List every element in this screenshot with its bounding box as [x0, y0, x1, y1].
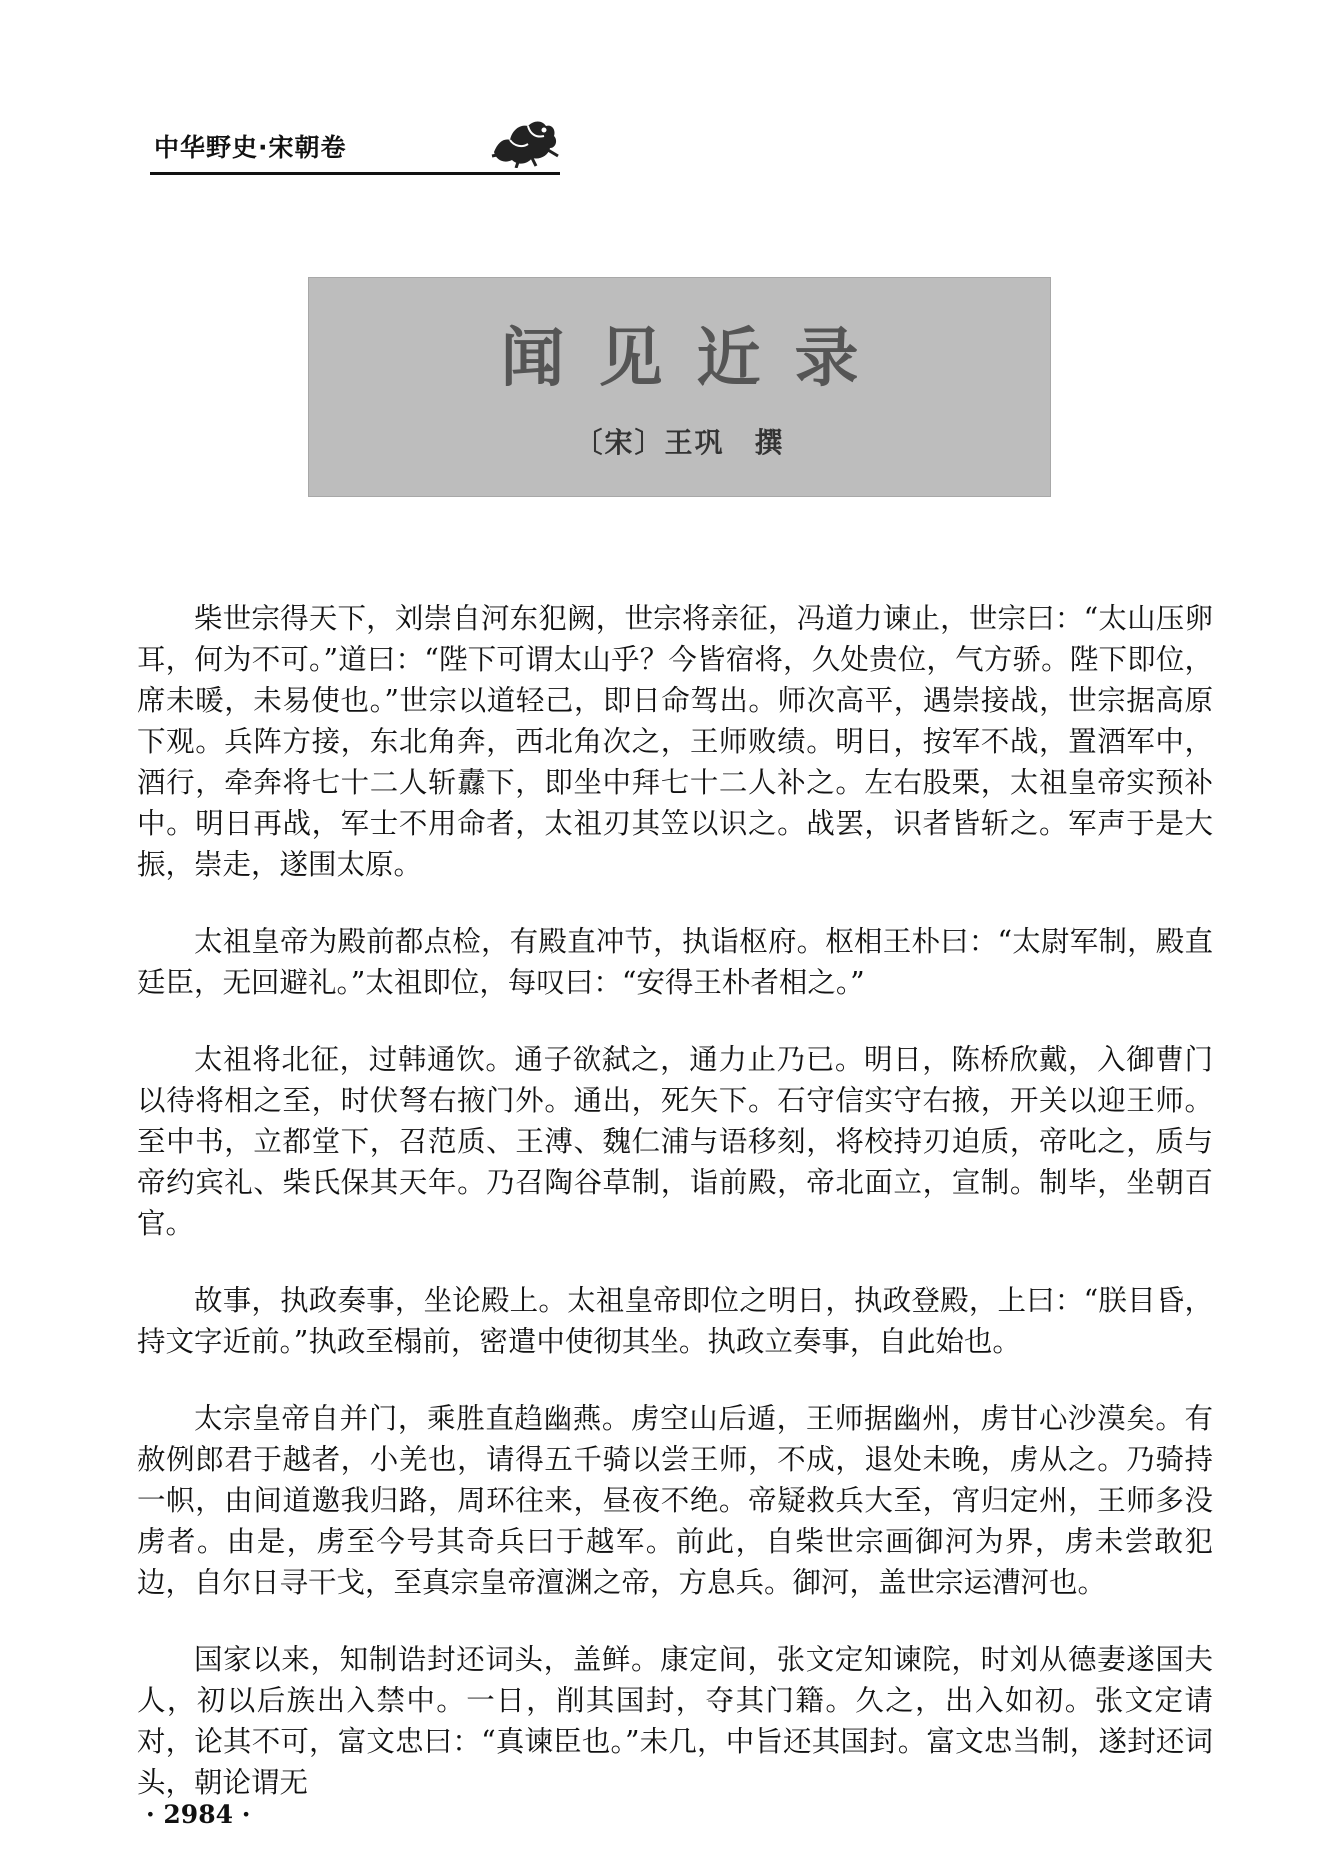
paragraph: 柴世宗得天下，刘崇自河东犯阙，世宗将亲征，冯道力谏止，世宗曰：“太山压卵耳，何为不可。”道曰：“陛下可谓太山乎？今皆宿将，久处贵位，气方骄。陛下即位，席未暖，未易使也。”世宗以道轻己，即日命驾出。师次高平，遇崇接战，世宗据高原下观。兵阵方接，东北角奔，西北角次之，王师败绩。明日，按军不战，置酒军中，酒行，牵奔将七十二人斩纛下，即坐中拜七十二人补之。左右股栗，太祖皇帝实预补中。明日再战，军士不用命者，太祖刃其笠以识之。战罢，识者皆斩之。军声于是大振，崇走，遂围太原。 [137, 602, 1213, 881]
paragraph: 太祖将北征，过韩通饮。通子欲弑之，通力止乃已。明日，陈桥欣戴，入御曹门以待将相之至，时伏弩右掖门外。通出，死矢下。石守信实守右掖，开关以迎王师。至中书，立都堂下，召范质、王溥、魏仁浦与语移刻，将校持刃迫质，帝叱之，质与帝约宾礼、柴氏保其天年。乃召陶谷草制，诣前殿，帝北面立，宣制。制毕，坐朝百官。 [137, 1043, 1213, 1240]
book-title: 中华野史·宋朝卷 [154, 133, 347, 162]
article-title: 闻见近录 [500, 321, 893, 396]
body-text [137, 598, 1213, 1803]
paragraph: 太宗皇帝自并门，乘胜直趋幽燕。虏空山后遁，王师据幽州，虏甘心沙漠矣。有赦例郎君于越者，小羌也，请得五千骑以尝王师，不成，退处未晚，虏从之。乃骑持一帜，由间道邀我归路，周环往来，昼夜不绝。帝疑救兵大至，宵归定州，王师多没虏者。由是，虏至今号其奇兵曰于越军。前此，自柴世宗画御河为界，虏未尝敢犯边，自尔日寻干戈，至真宗皇帝澶渊之帝，方息兵。御河，盖世宗运漕河也。 [137, 1402, 1213, 1599]
running-header [150, 120, 560, 180]
header-rule [150, 172, 560, 175]
paragraph: 国家以来，知制诰封还词头，盖鲜。康定间，张文定知谏院，时刘从德妻遂国夫人，初以后族出入禁中。一日，削其国封，夺其门籍。久之，出入如初。张文定请对，论其不可，富文忠曰：“真谏臣也。”未几，中旨还其国封。富文忠当制，遂封还词头，朝论谓无 [137, 1643, 1213, 1799]
dragon-emblem-icon [488, 112, 560, 168]
author-byline: 〔宋〕王巩 撰 [574, 426, 785, 459]
paragraph: 太祖皇帝为殿前都点检，有殿直冲节，执诣枢府。枢相王朴曰：“太尉军制，殿直廷臣，无回避礼。”太祖即位，每叹曰：“安得王朴者相之。” [137, 925, 1213, 999]
paragraph: 故事，执政奏事，坐论殿上。太祖皇帝即位之明日，执政登殿，上曰：“朕目昏，持文字近前。”执政至榻前，密遣中使彻其坐。执政立奏事，自此始也。 [137, 1284, 1213, 1358]
page-number: · 2984 · [146, 1800, 251, 1829]
title-block [308, 277, 1051, 497]
